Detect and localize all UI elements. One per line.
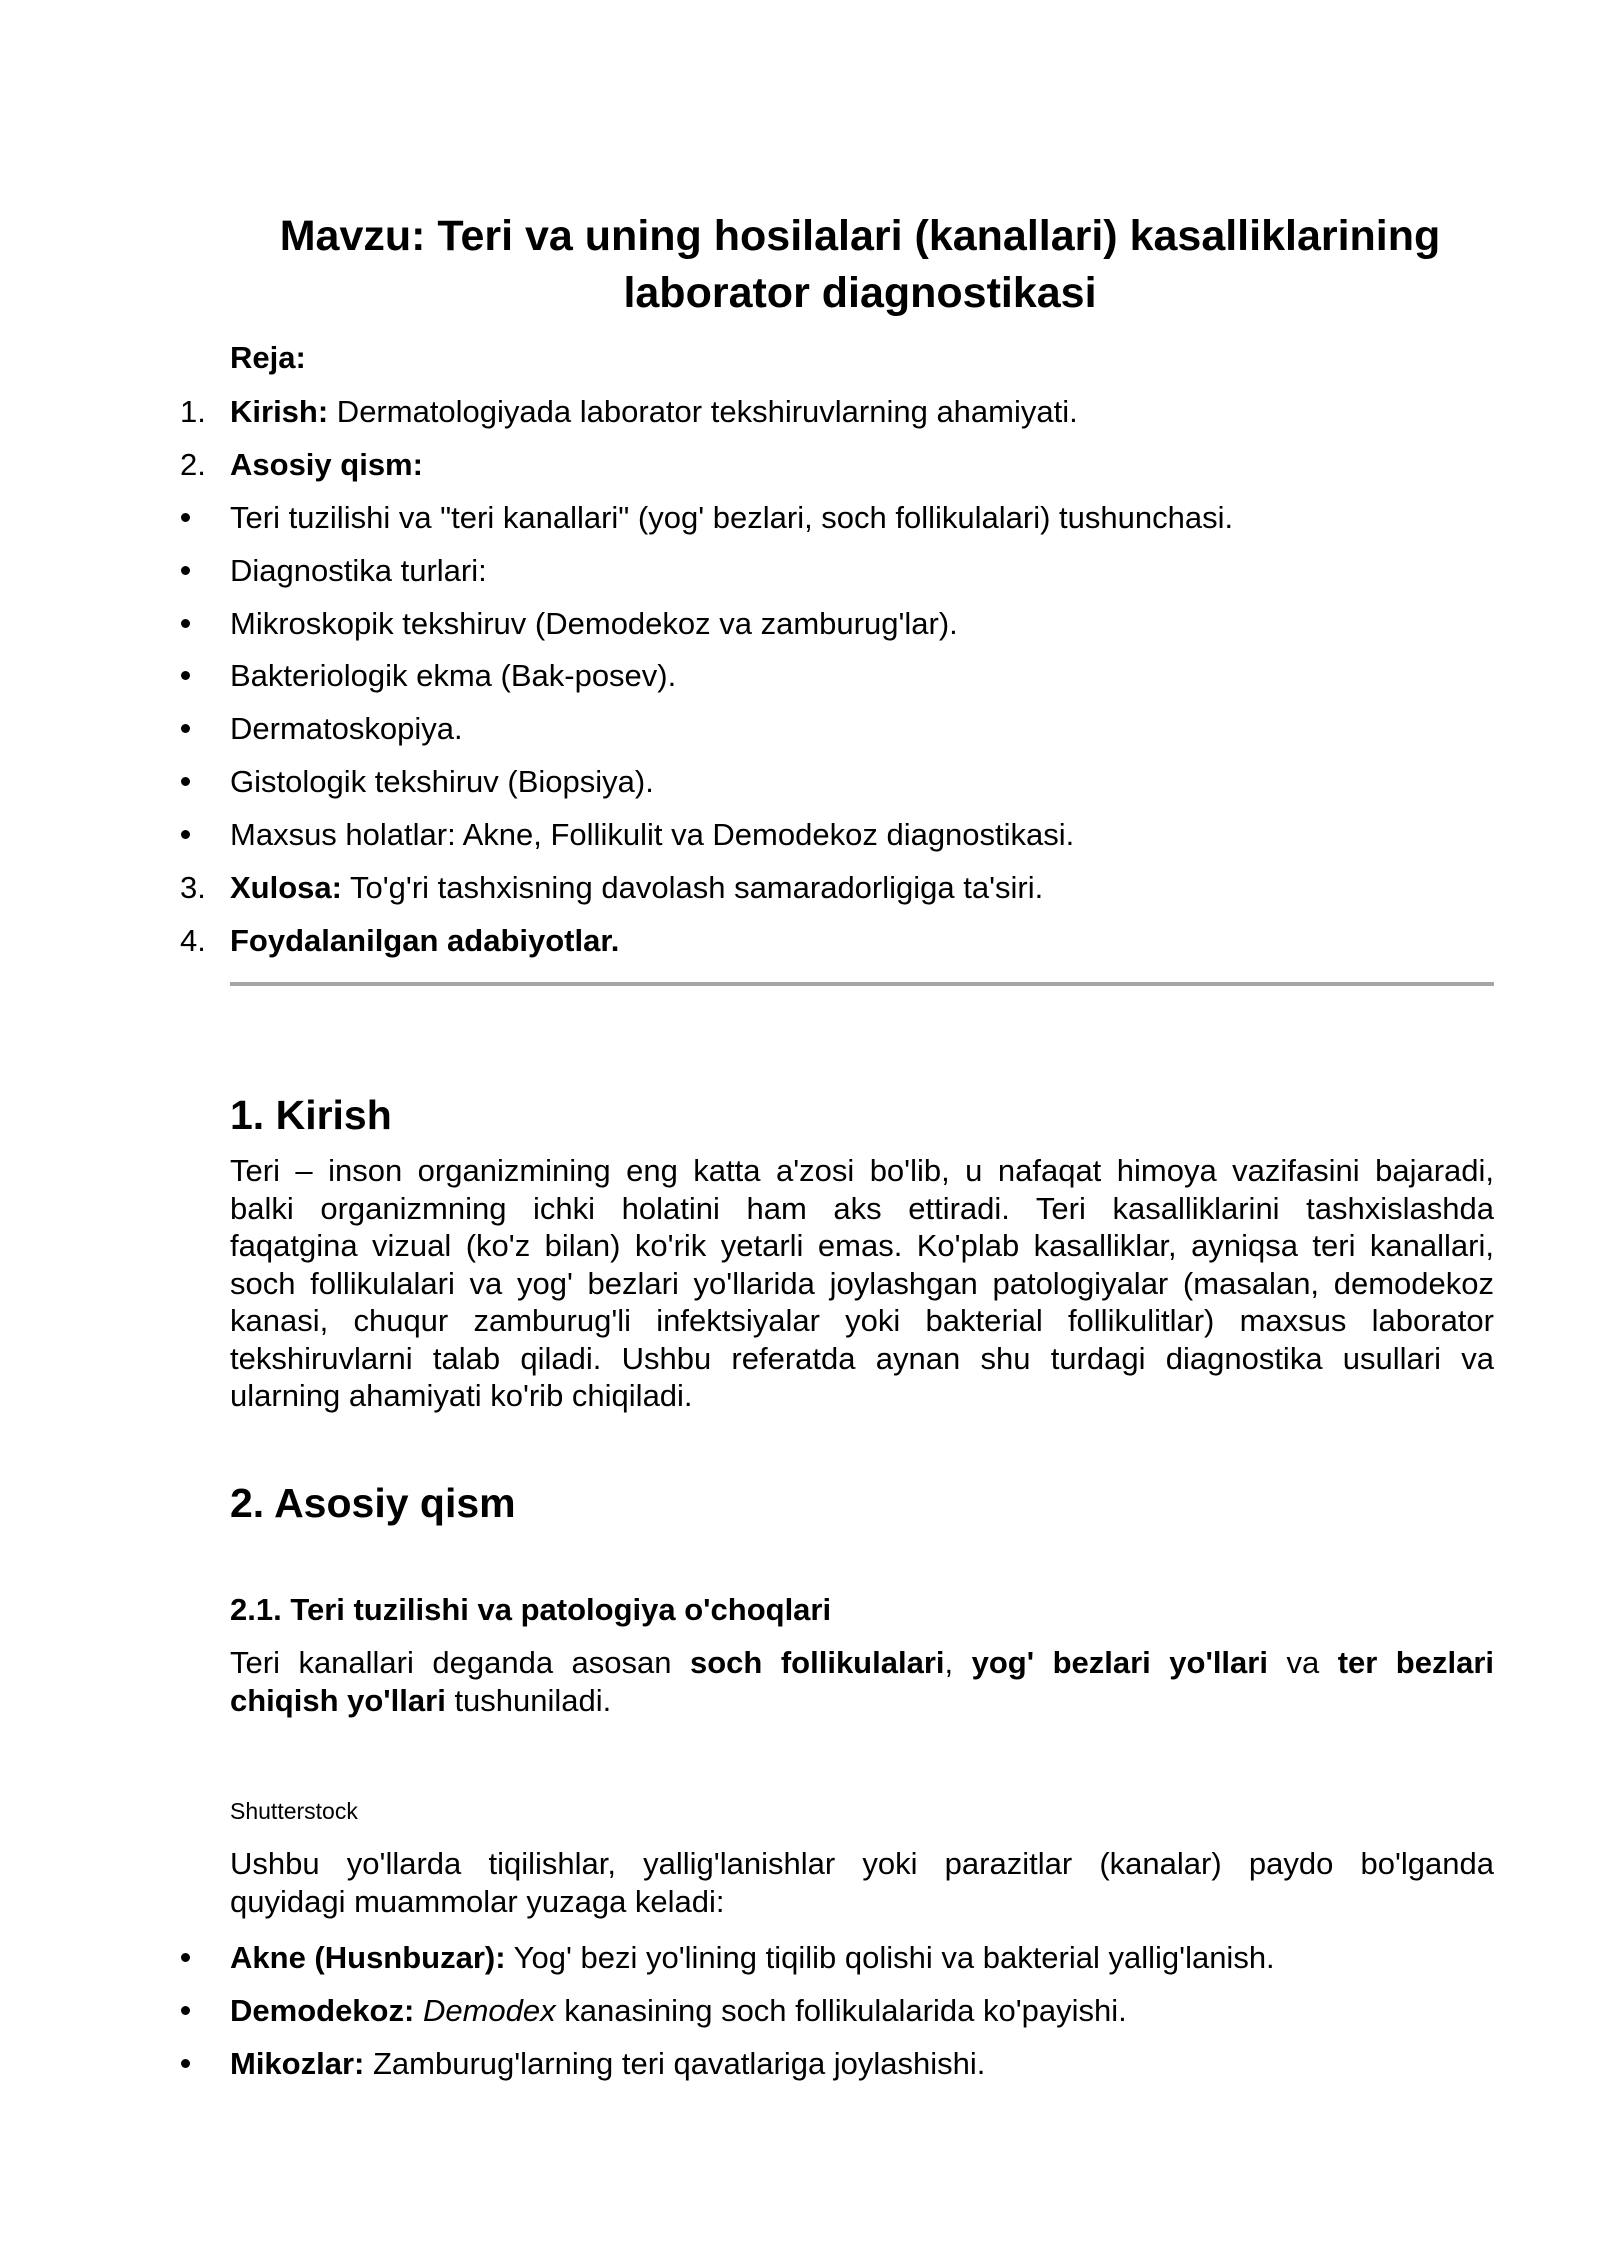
plan-heading: Reja: xyxy=(230,340,306,375)
plan-item-marker: 1. xyxy=(180,394,206,429)
text-run: va xyxy=(1267,1645,1338,1680)
paragraph-line xyxy=(230,1644,1494,1682)
paragraph-line xyxy=(230,1682,1494,1720)
paragraph-line: Teri – inson organizmining eng katta a'zosi bo'lib, u nafaqat himoya vazifasini bajaradi, xyxy=(230,1153,1494,1188)
plan-item-references xyxy=(230,921,619,961)
bullet-icon xyxy=(181,2059,190,2068)
bullet-icon xyxy=(181,566,190,575)
plan-subitem: Teri tuzilishi va "teri kanallari" (yog' bezlari, soch follikulalari) tushunchasi. xyxy=(230,500,1234,535)
plan-item-label: Kirish: xyxy=(230,394,329,429)
plan-item-label: Xulosa: xyxy=(230,870,342,905)
plan-item-label: Asosiy qism: xyxy=(230,447,423,482)
bold-term: soch follikulalari xyxy=(690,1645,945,1680)
condition-text xyxy=(414,1993,423,2028)
document-title: Mavzu: Teri va uning hosilalari (kanallari) kasalliklarining laborator diagnostikasi xyxy=(279,212,1441,317)
paragraph-line: quyidagi muammolar yuzaga keladi: xyxy=(230,1883,725,1919)
condition-label: Mikozlar: xyxy=(230,2046,365,2081)
bullet-icon xyxy=(181,513,190,522)
bullet-icon xyxy=(181,619,190,628)
plan-subitem: Gistologik tekshiruv (Biopsiya). xyxy=(230,764,654,799)
paragraph-line: balki organizmning ichki holatini ham aks ettiradi. Teri kasalliklarini tashxislashda xyxy=(230,1190,1494,1226)
intro-paragraph xyxy=(230,1152,1494,1415)
image-caption: Shutterstock xyxy=(230,1798,358,1824)
bullet-icon xyxy=(181,777,190,786)
bold-term: yog' bezlari yo'llari xyxy=(971,1645,1268,1680)
bullet-icon xyxy=(181,1953,190,1962)
plan-subitem: Dermatoskopiya. xyxy=(230,711,463,746)
condition-text: Yog' bezi yo'lining tiqilib qolishi va bakterial yallig'lanish. xyxy=(505,1940,1275,1975)
bullet-icon xyxy=(181,724,190,733)
plan-subitem: Bakteriologik ekma (Bak-posev). xyxy=(230,658,677,693)
condition-item xyxy=(230,1991,1127,2031)
plan-item-marker: 2. xyxy=(180,447,206,482)
condition-italic-term: Demodex xyxy=(422,1993,556,2028)
section-heading-main: 2. Asosiy qism xyxy=(230,1480,516,1526)
plan-item-text: To'g'ri tashxisning davolash samaradorligiga ta'siri. xyxy=(341,870,1044,905)
text-run: tushuniladi. xyxy=(445,1682,612,1718)
bullet-icon xyxy=(181,671,190,680)
problems-paragraph xyxy=(230,1845,1494,1920)
bullet-icon xyxy=(181,2006,190,2015)
condition-label: Akne (Husnbuzar): xyxy=(230,1940,506,1975)
plan-subitem: Diagnostika turlari: xyxy=(230,553,487,588)
paragraph-line: ularning ahamiyati ko'rib chiqiladi. xyxy=(230,1378,693,1413)
section-heading-intro: 1. Kirish xyxy=(230,1092,392,1138)
plan-subitem: Mikroskopik tekshiruv (Demodekoz va zamburug'lar). xyxy=(230,606,958,641)
bold-term: chiqish yo'llari xyxy=(230,1682,446,1718)
condition-label: Demodekoz: xyxy=(230,1993,415,2028)
plan-item-intro xyxy=(230,392,1078,432)
bold-term: ter bezlari xyxy=(1337,1645,1495,1680)
bullet-icon xyxy=(181,830,190,839)
paragraph-line: tekshiruvlarni talab qiladi. Ushbu referatda aynan shu turdagi diagnostika usullari va xyxy=(230,1340,1494,1376)
plan-item-main xyxy=(230,445,423,485)
condition-item xyxy=(230,1938,1275,1978)
subsection-heading: 2.1. Teri tuzilishi va patologiya o'choqlari xyxy=(230,1592,832,1627)
horizontal-divider xyxy=(230,982,1494,986)
paragraph-line: faqatgina vizual (ko'z bilan) ko'rik yetarli emas. Ko'plab kasalliklar, ayniqsa teri kanallari, xyxy=(230,1228,1494,1263)
condition-item xyxy=(230,2044,985,2084)
condition-text: Zamburug'larning teri qavatlariga joylashishi. xyxy=(364,2046,986,2081)
text-run: Teri kanallari deganda asosan xyxy=(230,1645,690,1680)
plan-item-marker: 4. xyxy=(180,923,206,958)
plan-item-label: Foydalanilgan adabiyotlar. xyxy=(230,923,620,958)
paragraph-line: kanasi, chuqur zamburug'li infektsiyalar yoki bakterial follikulitlar) maxsus laborator xyxy=(230,1303,1494,1338)
plan-item-text: Dermatologiyada laborator tekshiruvlarning ahamiyati. xyxy=(328,394,1078,429)
canals-paragraph xyxy=(230,1644,1494,1719)
condition-text: kanasining soch follikulalarida ko'payishi. xyxy=(555,1993,1127,2028)
plan-subitem: Maxsus holatlar: Akne, Follikulit va Demodekoz diagnostikasi. xyxy=(230,817,1075,852)
paragraph-line: Ushbu yo'llarda tiqilishlar, yallig'lanishlar yoki parazitlar (kanalar) paydo bo'lganda xyxy=(230,1846,1494,1881)
paragraph-line: soch follikulalari va yog' bezlari yo'llarida joylashgan patologiyalar (masalan, demodekoz xyxy=(230,1265,1494,1301)
text-run: , xyxy=(944,1645,972,1680)
plan-item-marker: 3. xyxy=(180,870,206,905)
plan-item-conclusion xyxy=(230,868,1043,908)
